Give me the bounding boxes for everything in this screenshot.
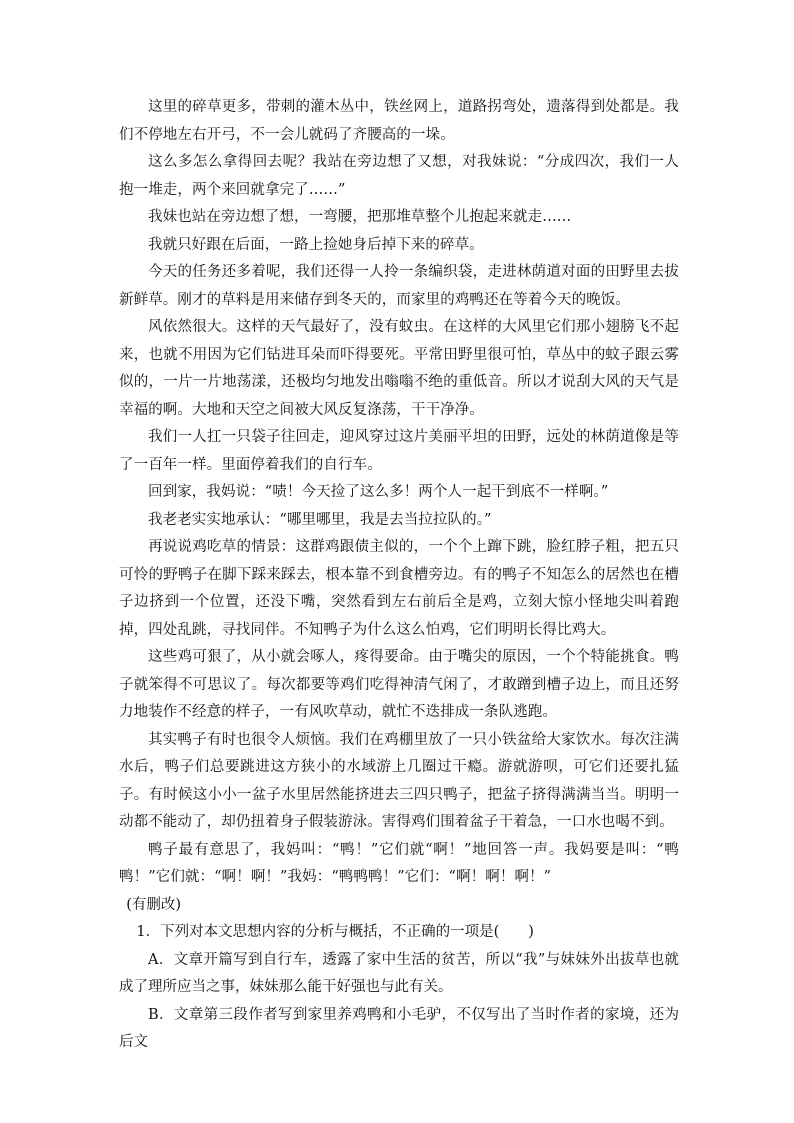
paragraph-8: 回到家，我妈说：“啧！今天捡了这么多！两个人一起干到底不一样啊。”: [148, 484, 609, 500]
paragraph-10: 再说说鸡吃草的情景：这群鸡跟债主似的，一个个上蹿下跳，脸红脖子粗，把五只可怜的野鸭子在脚下踩来踩去，根本靠不到食槽旁边。有的鸭子不知怎么的居然也在槽子边挤到一个位置，还没下嘴，突然看到左右前后全是鸡，立刻大惊小怪地尖叫着跑掉，四处乱跳，寻找同伴。不知鸭子为什么这么怕鸡，它们明明长得比鸡大。: [119, 539, 679, 638]
paragraph-3: 我妹也站在旁边想了想，一弯腰，把那堆草整个儿抱起来就走……: [148, 209, 572, 225]
option-a: A．文章开篇写到自行车，透露了家中生活的贫苦，所以“我”与妹妹外出拔草也就成了理所应当之事，妹妹那么能干好强也与此有关。: [119, 951, 679, 995]
paragraph-7: 我们一人扛一只袋子往回走，迎风穿过这片美丽平坦的田野，远处的林荫道像是等了一百年一样。里面停着我们的自行车。: [119, 429, 679, 473]
question-1: 1．下列对本文思想内容的分析与概括，不正确的一项是( ): [136, 924, 534, 940]
edit-note: (有删改): [126, 896, 182, 913]
paragraph-2: 这么多怎么拿得回去呢？我站在旁边想了又想，对我妹说：“分成四次，我们一人抱一堆走，两个来回就拿完了……”: [119, 154, 679, 198]
option-b: B．文章第三段作者写到家里养鸡鸭和小毛驴，不仅写出了当时作者的家境，还为后文: [119, 1006, 679, 1050]
document-body: [119, 94, 679, 1057]
paragraph-1: 这里的碎草更多，带刺的灌木丛中，铁丝网上，道路拐弯处，遗落得到处都是。我们不停地左右开弓，不一会儿就码了齐腰高的一垛。: [119, 99, 679, 143]
paragraph-4: 我就只好跟在后面，一路上捡她身后掉下来的碎草。: [148, 236, 484, 253]
paragraph-12: 其实鸭子有时也很令人烦恼。我们在鸡棚里放了一只小铁盆给大家饮水。每次注满水后，鸭子们总要跳进这方狭小的水域游上几圈过干瘾。游就游呗，可它们还要扎猛子。有时候这小小一盆子水里居然能挤进去三四只鸭子，把盆子挤得满满当当。明明一动都不能动了，却仍扭着身子假装游泳。害得鸡们围着盆子干着急，一口水也喝不到。: [119, 731, 679, 830]
paragraph-13: 鸭子最有意思了，我妈叫：“鸭！”它们就“啊！”地回答一声。我妈要是叫：“鸭鸭！”它们就：“啊！啊！”我妈：“鸭鸭鸭！”它们：“啊！啊！啊！”: [119, 841, 679, 885]
paragraph-9: 我老老实实地承认：“哪里哪里，我是去当拉拉队的。”: [148, 511, 492, 528]
paragraph-5: 今天的任务还多着呢，我们还得一人拎一条编织袋，走进林荫道对面的田野里去拔新鲜草。刚才的草料是用来储存到冬天的，而家里的鸡鸭还在等着今天的晚饭。: [119, 264, 679, 308]
paragraph-11: 这些鸡可狠了，从小就会啄人，疼得要命。由于嘴尖的原因，一个个特能挑食。鸭子就笨得不可思议了。每次都要等鸡们吃得神清气闲了，才敢蹭到槽子边上，而且还努力地装作不经意的样子，一有风吹草动，就忙不迭排成一条队逃跑。: [119, 649, 679, 720]
paragraph-6: 风依然很大。这样的天气最好了，没有蚊虫。在这样的大风里它们那小翅膀飞不起来，也就不用因为它们钻进耳朵而吓得要死。平常田野里很可怕，草丛中的蚊子跟云雾似的，一片一片地荡漾，还极均匀地发出嗡嗡不绝的重低音。所以才说刮大风的天气是幸福的啊。大地和天空之间被大风反复涤荡，干干净净。: [119, 319, 679, 418]
